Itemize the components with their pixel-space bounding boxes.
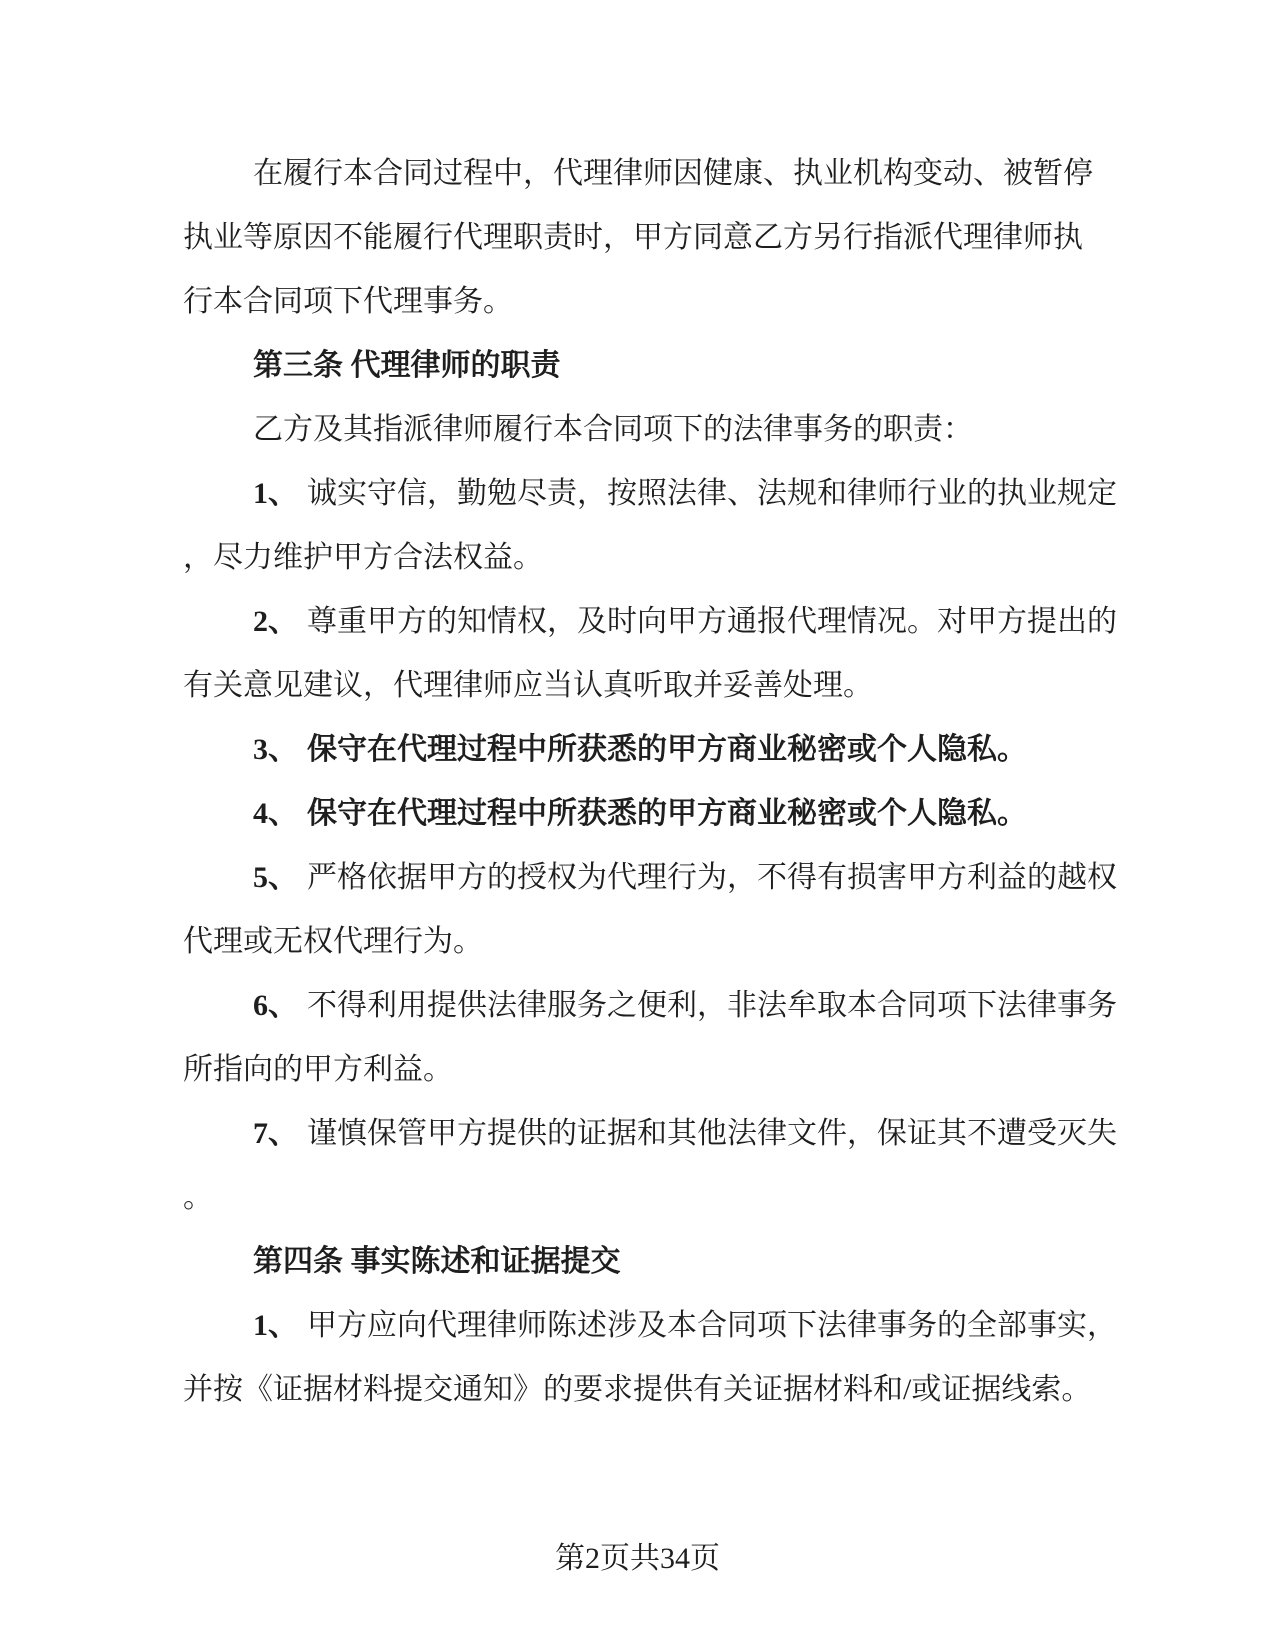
- paragraph-line: [183, 526, 1085, 590]
- list-item-line: [183, 782, 1085, 846]
- line-text: 并按《证据材料提交通知》的要求提供有关证据材料和/或证据线索。: [183, 1373, 1092, 1406]
- section-heading-article-3: [183, 334, 1085, 398]
- paragraph-line: [183, 1166, 1085, 1230]
- list-item-line: [183, 718, 1085, 782]
- item-number: 7、: [253, 1117, 298, 1150]
- list-item-line: [183, 590, 1117, 654]
- paragraph-line: [183, 1038, 1085, 1102]
- contract-body: [183, 142, 1117, 1422]
- line-text: 保守在代理过程中所获悉的甲方商业秘密或个人隐私。: [307, 797, 1027, 830]
- line-text: 诚实守信，勤勉尽责，按照法律、法规和律师行业的执业规定: [307, 477, 1117, 510]
- paragraph-line: [183, 910, 1085, 974]
- section-heading-article-4: [183, 1230, 1085, 1294]
- paragraph-line: [183, 1358, 1092, 1422]
- paragraph-line: [183, 142, 1093, 206]
- line-text: 所指向的甲方利益。: [183, 1053, 453, 1086]
- line-text: 保守在代理过程中所获悉的甲方商业秘密或个人隐私。: [307, 733, 1027, 766]
- line-text: 严格依据甲方的授权为代理行为，不得有损害甲方利益的越权: [307, 861, 1117, 894]
- line-text: 代理或无权代理行为。: [183, 925, 483, 958]
- line-text: 行本合同项下代理事务。: [183, 285, 513, 318]
- paragraph-line: [183, 206, 1085, 270]
- paragraph-line: [183, 654, 1085, 718]
- item-number: 1、: [253, 477, 298, 510]
- paragraph-line: [183, 270, 1085, 334]
- page-number-text: 第2页共34页: [555, 1542, 720, 1575]
- list-item-line: [183, 462, 1117, 526]
- line-text: 谨慎保管甲方提供的证据和其他法律文件，保证其不遭受灭失: [307, 1117, 1117, 1150]
- line-text: 。: [183, 1181, 213, 1214]
- item-number: 6、: [253, 989, 298, 1022]
- item-number: 1、: [253, 1309, 298, 1342]
- page-number-footer: [0, 1542, 1275, 1576]
- paragraph-line: [183, 398, 1085, 462]
- line-text: 尊重甲方的知情权，及时向甲方通报代理情况。对甲方提出的: [307, 605, 1117, 638]
- line-text: ，尽力维护甲方合法权益。: [183, 541, 543, 574]
- item-number: 4、: [253, 797, 298, 830]
- item-number: 5、: [253, 861, 298, 894]
- list-item-line: [183, 1294, 1117, 1358]
- line-text: 乙方及其指派律师履行本合同项下的法律事务的职责：: [253, 413, 973, 446]
- line-text: 有关意见建议，代理律师应当认真听取并妥善处理。: [183, 669, 873, 702]
- list-item-line: [183, 846, 1117, 910]
- item-number: 3、: [253, 733, 298, 766]
- line-text: 在履行本合同过程中，代理律师因健康、执业机构变动、被暂停: [253, 157, 1093, 190]
- heading-text: 第三条 代理律师的职责: [253, 349, 561, 382]
- item-number: 2、: [253, 605, 298, 638]
- line-text: 执业等原因不能履行代理职责时，甲方同意乙方另行指派代理律师执: [183, 221, 1083, 254]
- heading-text: 第四条 事实陈述和证据提交: [253, 1245, 621, 1278]
- line-text: 不得利用提供法律服务之便利，非法牟取本合同项下法律事务: [307, 989, 1117, 1022]
- list-item-line: [183, 1102, 1117, 1166]
- list-item-line: [183, 974, 1117, 1038]
- line-text: 甲方应向代理律师陈述涉及本合同项下法律事务的全部事实，: [307, 1309, 1117, 1342]
